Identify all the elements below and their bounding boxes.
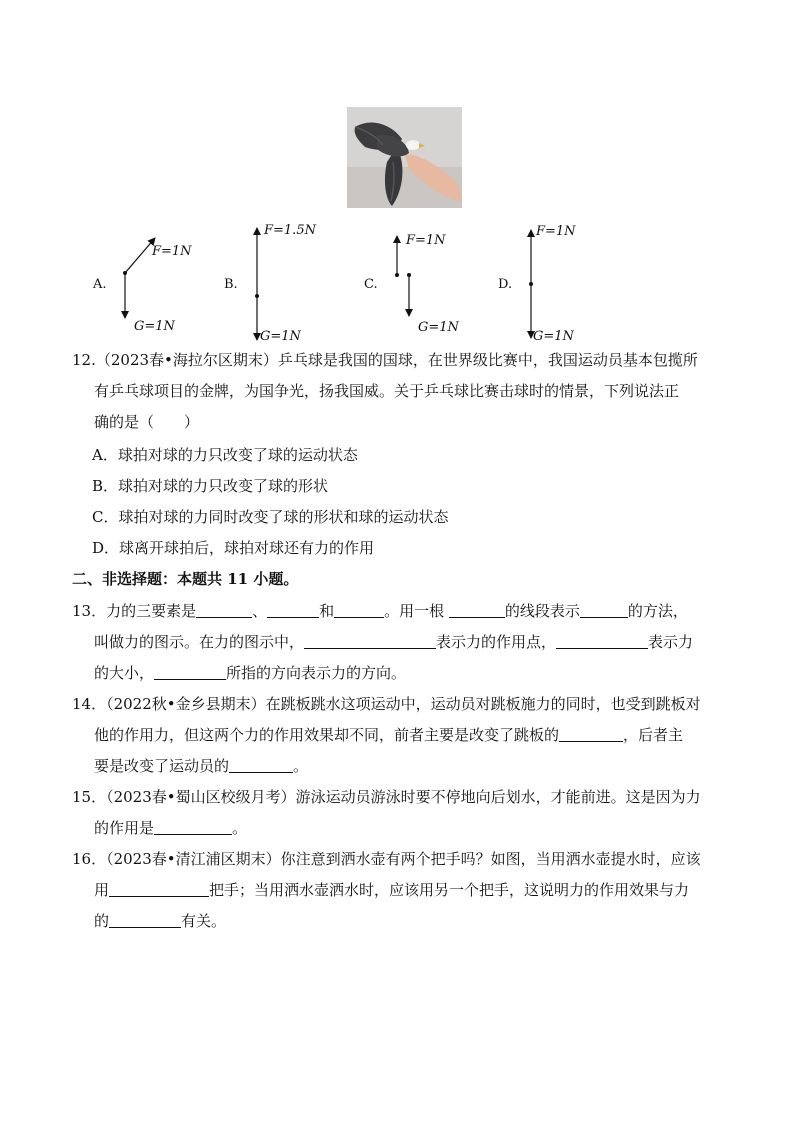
q16-blank-2[interactable]	[109, 911, 181, 928]
option-b-g-label: G=1N	[260, 329, 301, 344]
option-a-letter: A.	[93, 277, 107, 292]
option-b-diagram	[224, 223, 317, 344]
option-d-f-label: F=1N	[536, 224, 576, 239]
question-15: 15．（2023春•蜀山区校级月考）游泳运动员游泳时要不停地向后划水，才能前进。这是因为力 的作用是 。	[72, 788, 701, 837]
option-c-letter: C.	[364, 277, 378, 292]
option-a-diagram	[92, 238, 192, 334]
option-d-diagram	[498, 224, 576, 344]
q12-option-b: B．球拍对球的力只改变了球的形状	[92, 477, 329, 495]
option-b-letter: B.	[224, 277, 238, 292]
q12-line-3: 确的是（ ）	[94, 413, 200, 431]
q13-blank-3[interactable]	[334, 601, 384, 618]
q12-line-2: 有乒乓球项目的金牌，为国争光，扬我国威。关于乒乓球比赛击球时的情景，下列说法正	[94, 382, 680, 400]
q12-option-a: A．球拍对球的力只改变了球的运动状态	[92, 446, 358, 464]
option-c-diagram	[364, 233, 460, 335]
q13-blank-6[interactable]	[304, 632, 436, 649]
q13-blank-8[interactable]	[154, 663, 226, 680]
question-16: 16．（2023春•清江浦区期末）你注意到洒水壶有两个把手吗？如图，当用洒水壶提水时，应该 用 把手；当用洒水壶洒水时，应该用另一个把手，这说明力的作用效果与力 的 有关。	[72, 850, 701, 930]
option-b-f-label: F=1.5N	[264, 223, 316, 238]
q14-blank-1[interactable]	[559, 725, 623, 742]
option-c-f-label: F=1N	[406, 233, 446, 248]
q13-blank-4[interactable]	[449, 601, 505, 618]
question-14: 14．（2022秋•金乡县期末）在跳板跳水这项运动中，运动员对跳板施力的同时，也受到跳板对 他的作用力，但这两个力的作用效果却不同，前者主要是改变了跳板的 ，后者主 要是改变了运动员的 。	[72, 695, 701, 775]
q12-option-c: C．球拍对球的力同时改变了球的形状和球的运动状态	[92, 508, 449, 526]
q13-blank-2[interactable]	[267, 601, 319, 618]
option-a-f-label: F=1N	[152, 244, 192, 259]
q12-line-1: 12.（2023春•海拉尔区期末）乒乓球是我国的国球，在世界级比赛中，我国运动员基本包揽所	[72, 351, 698, 369]
q15-blank-1[interactable]	[154, 818, 232, 835]
q13-blank-5[interactable]	[580, 601, 628, 618]
option-a-g-label: G=1N	[134, 319, 175, 334]
q13-blank-1[interactable]	[196, 601, 252, 618]
question-12	[72, 345, 732, 438]
section-heading-nonchoice: 二、非选择题：本题共 11 小题。	[72, 570, 299, 588]
q13-blank-7[interactable]	[556, 632, 648, 649]
option-c-g-label: G=1N	[418, 320, 459, 335]
q12-option-d: D．球离开球拍后，球拍对球还有力的作用	[92, 539, 375, 557]
force-diagram-options	[90, 222, 610, 344]
question-13: 13．力的三要素是 、 和 。用一根 的线段表示 的方法， 叫做力的图示。在力的图示中， 表示力的作用点， 表示力 的大小， 所指的方向表示力的方向。	[72, 602, 694, 682]
option-d-letter: D.	[498, 277, 513, 292]
option-d-g-label: G=1N	[533, 329, 574, 344]
q16-blank-1[interactable]	[109, 880, 209, 897]
balancing-eagle-toy-photo	[347, 107, 462, 208]
q14-blank-2[interactable]	[229, 756, 293, 773]
